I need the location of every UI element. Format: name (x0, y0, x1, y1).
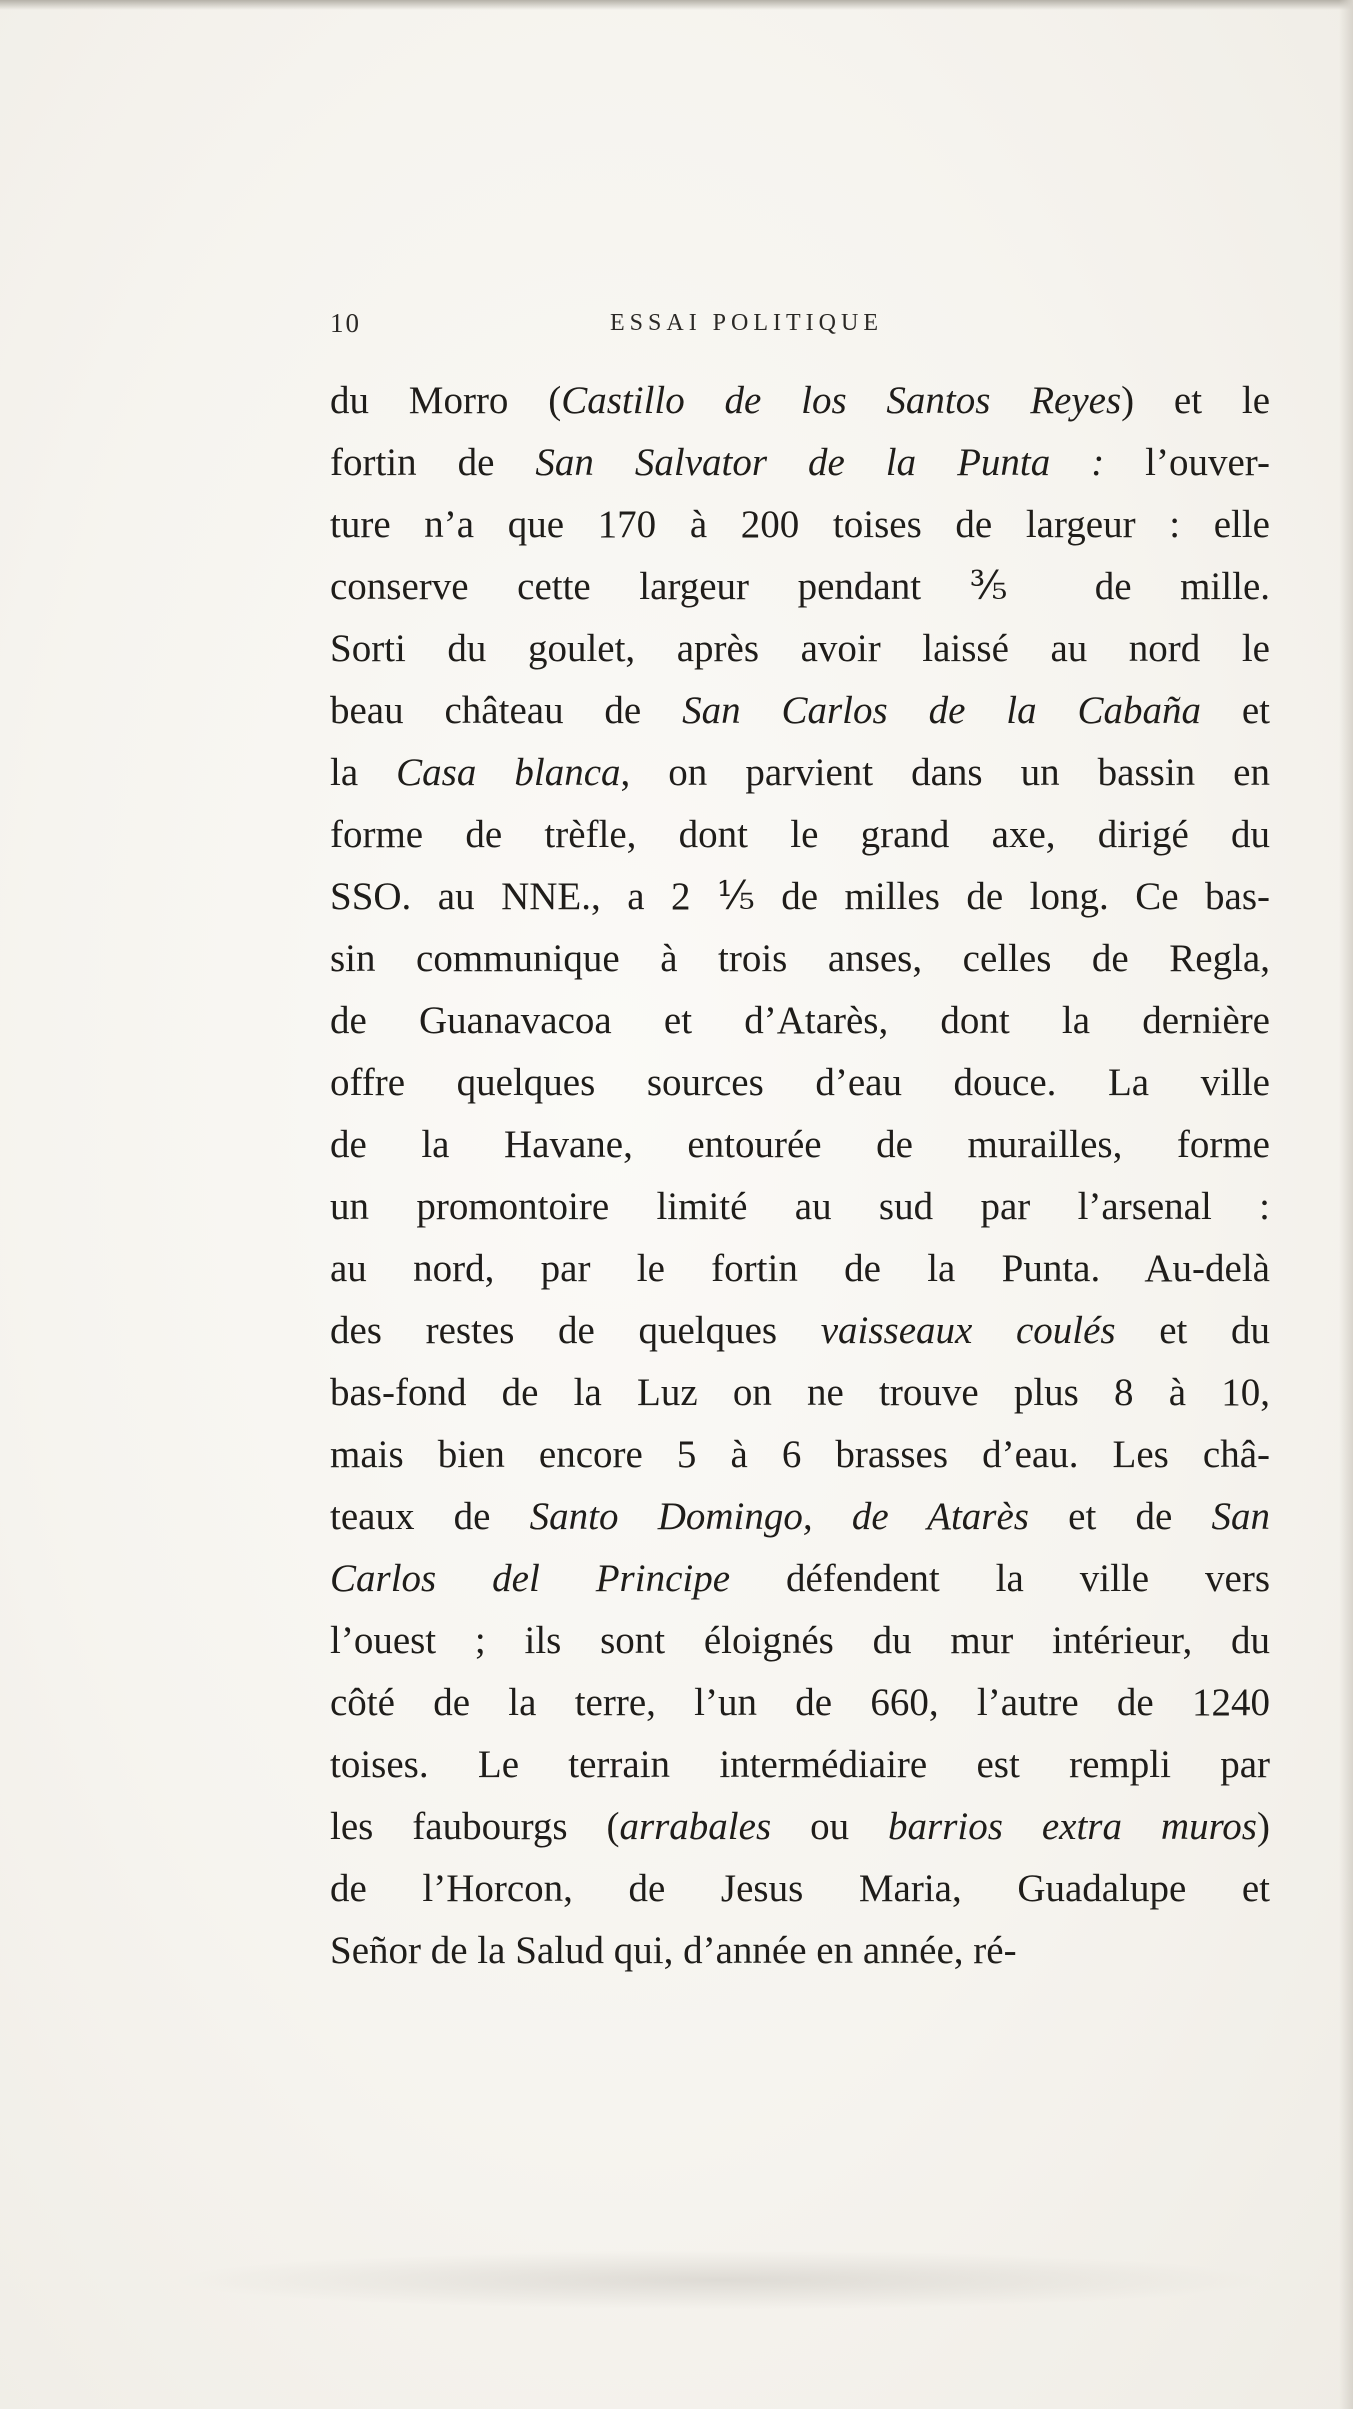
text-segment: Señor de la Salud qui, d’année en année, ré- (330, 1929, 1017, 1972)
text-segment: ture n’a que 170 à 200 toises de largeur : elle (330, 503, 1270, 546)
text-segment: ) (1257, 1805, 1270, 1848)
text-segment: et du (1115, 1309, 1270, 1352)
italic-segment: vaisseaux coulés (820, 1309, 1116, 1352)
body-text (330, 370, 1270, 1982)
running-head (330, 308, 1270, 348)
text-line (330, 370, 1270, 432)
text-line (330, 1486, 1270, 1548)
text-segment: bas-fond de la Luz on ne trouve plus 8 à 10, (330, 1371, 1270, 1414)
text-line (330, 1176, 1270, 1238)
text-line (330, 1920, 1270, 1982)
text-line (330, 1238, 1270, 1300)
text-segment: la (330, 751, 397, 794)
italic-segment: San Carlos de la Cabaña (682, 689, 1201, 732)
text-segment: ou (771, 1805, 889, 1848)
text-line (330, 432, 1270, 494)
text-segment: les faubourgs ( (330, 1805, 620, 1848)
text-line (330, 1362, 1270, 1424)
text-segment: toises. Le terrain intermédiaire est rempli par (330, 1743, 1270, 1786)
text-line (330, 1734, 1270, 1796)
text-line (330, 1610, 1270, 1672)
text-line (330, 866, 1270, 928)
page-top-edge-shadow (0, 0, 1353, 10)
text-segment: sin communique à trois anses, celles de Regla, (330, 937, 1270, 980)
text-segment: de Guanavacoa et d’Atarès, dont la dernière (330, 999, 1270, 1042)
page-right-edge-shadow (1339, 0, 1353, 2409)
text-line (330, 680, 1270, 742)
text-line (330, 990, 1270, 1052)
text-segment: défendent la ville vers (730, 1557, 1270, 1600)
text-line (330, 1796, 1270, 1858)
italic-segment: barrios extra muros (888, 1805, 1257, 1848)
text-line (330, 1114, 1270, 1176)
italic-segment: Santo Domingo, de Atarès (529, 1495, 1029, 1538)
page-bottom-smudge (170, 2250, 1270, 2310)
page-number: 10 (330, 308, 361, 338)
italic-segment: San (1211, 1495, 1271, 1538)
text-segment: forme de trèfle, dont le grand axe, dirigé du (330, 813, 1270, 856)
text-segment: un promontoire limité au sud par l’arsenal : (330, 1185, 1270, 1228)
text-line (330, 1858, 1270, 1920)
text-segment: mais bien encore 5 à 6 brasses d’eau. Les châ- (330, 1433, 1270, 1476)
text-line (330, 1548, 1270, 1610)
text-segment: SSO. au NNE., a 2 ⅕ de milles de long. Ce bas- (330, 875, 1270, 918)
text-line (330, 804, 1270, 866)
text-segment: , on parvient dans un bassin en (620, 751, 1270, 794)
text-segment: de la Havane, entourée de murailles, forme (330, 1123, 1270, 1166)
text-line (330, 1424, 1270, 1486)
italic-segment: arrabales (619, 1805, 772, 1848)
text-line (330, 928, 1270, 990)
italic-segment: Castillo de los Santos Reyes (561, 379, 1122, 422)
text-line (330, 556, 1270, 618)
text-segment: Sorti du goulet, après avoir laissé au nord le (330, 627, 1270, 670)
text-segment: et (1200, 689, 1270, 732)
text-segment: beau château de (330, 689, 683, 732)
text-line (330, 494, 1270, 556)
text-segment: de l’Horcon, de Jesus Maria, Guadalupe et (330, 1867, 1270, 1910)
text-segment: côté de la terre, l’un de 660, l’autre de 1240 (330, 1681, 1270, 1724)
text-segment: l’ouest ; ils sont éloignés du mur intérieur, du (330, 1619, 1270, 1662)
text-line (330, 1300, 1270, 1362)
text-segment: teaux de (330, 1495, 530, 1538)
text-line (330, 1052, 1270, 1114)
text-segment: offre quelques sources d’eau douce. La ville (330, 1061, 1270, 1104)
text-segment: et de (1028, 1495, 1212, 1538)
italic-segment: Casa blanca (396, 751, 621, 794)
italic-segment: San Salvator de la Punta : (535, 441, 1105, 484)
text-segment: conserve cette largeur pendant ⅗ de mille. (330, 565, 1270, 608)
text-line (330, 618, 1270, 680)
text-segment: du Morro ( (330, 379, 562, 422)
italic-segment: Carlos del Principe (330, 1557, 731, 1600)
text-line (330, 1672, 1270, 1734)
text-segment: au nord, par le fortin de la Punta. Au-delà (330, 1247, 1270, 1290)
text-segment: l’ouver- (1104, 441, 1270, 484)
text-segment: fortin de (330, 441, 536, 484)
running-head-title: ESSAI POLITIQUE (610, 310, 883, 336)
text-segment: ) et le (1121, 379, 1271, 422)
text-line (330, 742, 1270, 804)
text-segment: des restes de quelques (330, 1309, 821, 1352)
